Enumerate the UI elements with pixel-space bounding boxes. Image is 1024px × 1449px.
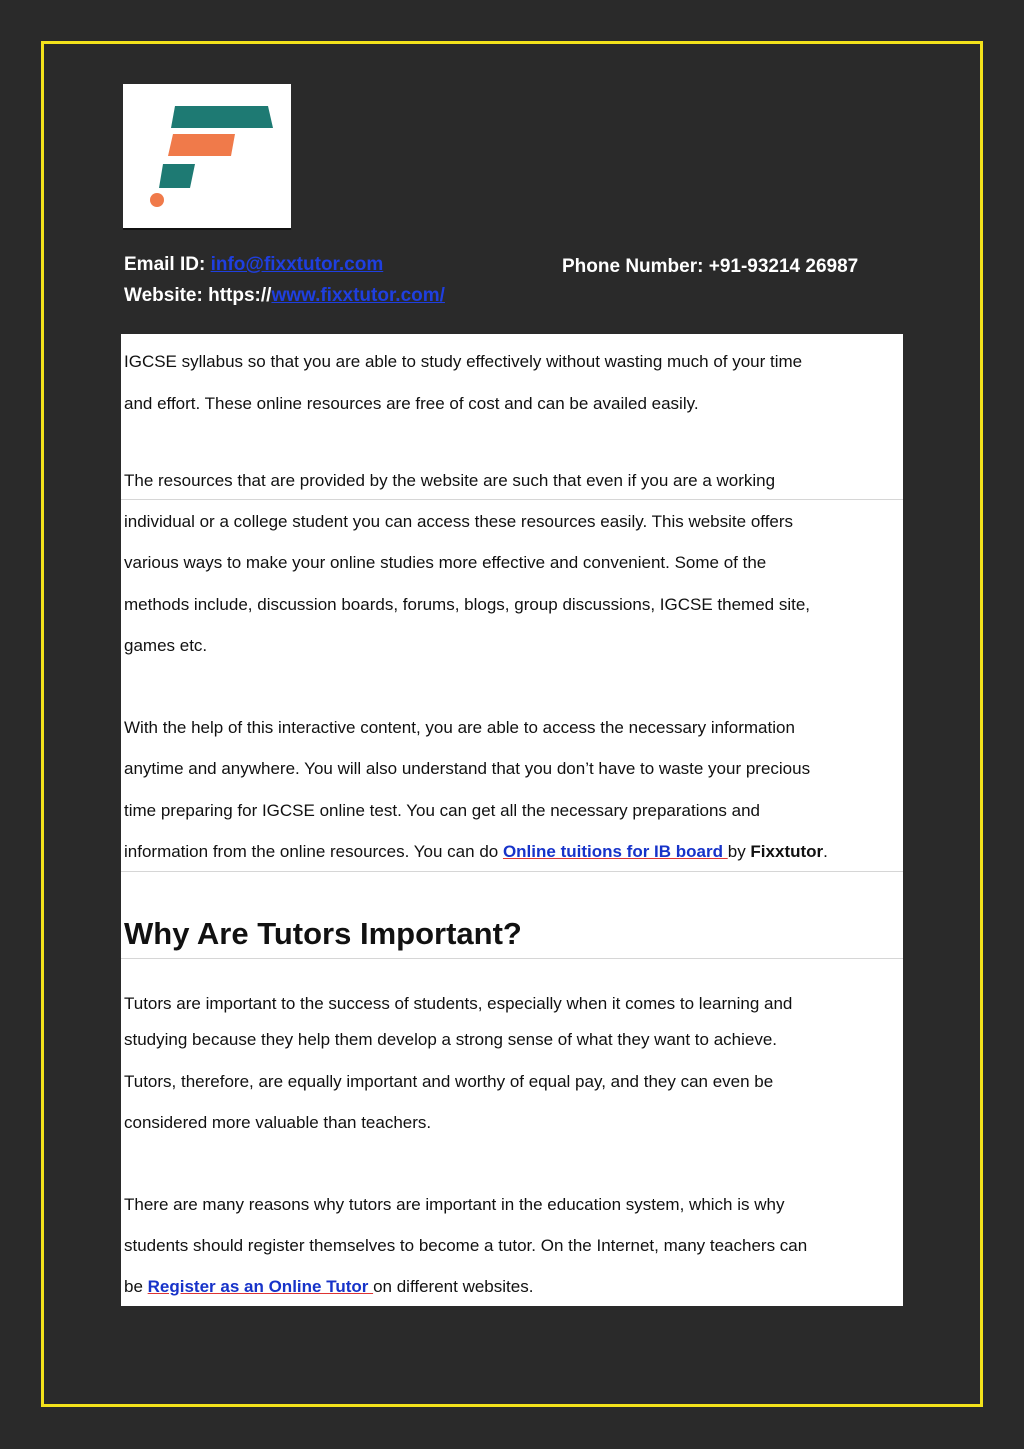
text-line: studying because they help them develop a strong sense of what they want to achieve. <box>124 1030 778 1049</box>
text-line: games etc. <box>124 636 208 655</box>
text-line: students should register themselves to become a tutor. On the Internet, many teachers can <box>124 1236 808 1255</box>
fixxtutor-logo <box>123 84 291 230</box>
register-tutor-link[interactable]: Register as an Online Tutor <box>147 1277 374 1296</box>
text-line: methods include, discussion boards, forums, blogs, group discussions, IGCSE themed site, <box>124 595 811 614</box>
website-link[interactable]: www.fixxtutor.com/ <box>271 285 445 306</box>
logo-f-icon <box>123 84 291 228</box>
text-line: time preparing for IGCSE online test. You can get all the necessary preparations and <box>124 801 760 820</box>
email-label: Email ID: <box>124 254 206 275</box>
email-line <box>124 254 383 276</box>
section-heading: Why Are Tutors Important? <box>124 916 522 951</box>
text-line: With the help of this interactive content, you are able to access the necessary information <box>124 718 795 737</box>
text-span: by <box>727 842 751 861</box>
divider <box>121 958 903 959</box>
brand-name: Fixxtutor <box>750 842 824 861</box>
text-span: information from the online resources. You can do <box>124 842 503 861</box>
divider <box>121 499 903 500</box>
content-panel <box>121 334 903 1306</box>
text-line: The resources that are provided by the website are such that even if you are a working <box>124 471 776 490</box>
text-line <box>124 842 828 862</box>
text-span: . <box>823 842 828 861</box>
text-line: and effort. These online resources are free of cost and can be availed easily. <box>124 394 699 413</box>
website-label: Website: https:// <box>124 285 272 306</box>
text-line: various ways to make your online studies more effective and convenient. Some of the <box>124 553 767 572</box>
website-line <box>124 285 445 307</box>
phone-number: Phone Number: +91-93214 26987 <box>562 256 859 277</box>
text-span: be <box>124 1277 148 1296</box>
text-line: considered more valuable than teachers. <box>124 1113 432 1132</box>
text-span: on different websites. <box>373 1277 534 1296</box>
text-line: IGCSE syllabus so that you are able to study effectively without wasting much of your time <box>124 352 803 371</box>
text-line <box>124 1277 533 1297</box>
text-line: individual or a college student you can access these resources easily. This website offers <box>124 512 794 531</box>
text-line: anytime and anywhere. You will also understand that you don’t have to waste your precious <box>124 759 811 778</box>
ib-tuition-link[interactable]: Online tuitions for IB board <box>502 842 728 861</box>
text-line: Tutors, therefore, are equally important and worthy of equal pay, and they can even be <box>124 1072 774 1091</box>
text-line: There are many reasons why tutors are important in the education system, which is why <box>124 1195 785 1214</box>
text-line: Tutors are important to the success of students, especially when it comes to learning and <box>124 994 793 1013</box>
divider <box>121 871 903 872</box>
email-link[interactable]: info@fixxtutor.com <box>210 254 384 275</box>
